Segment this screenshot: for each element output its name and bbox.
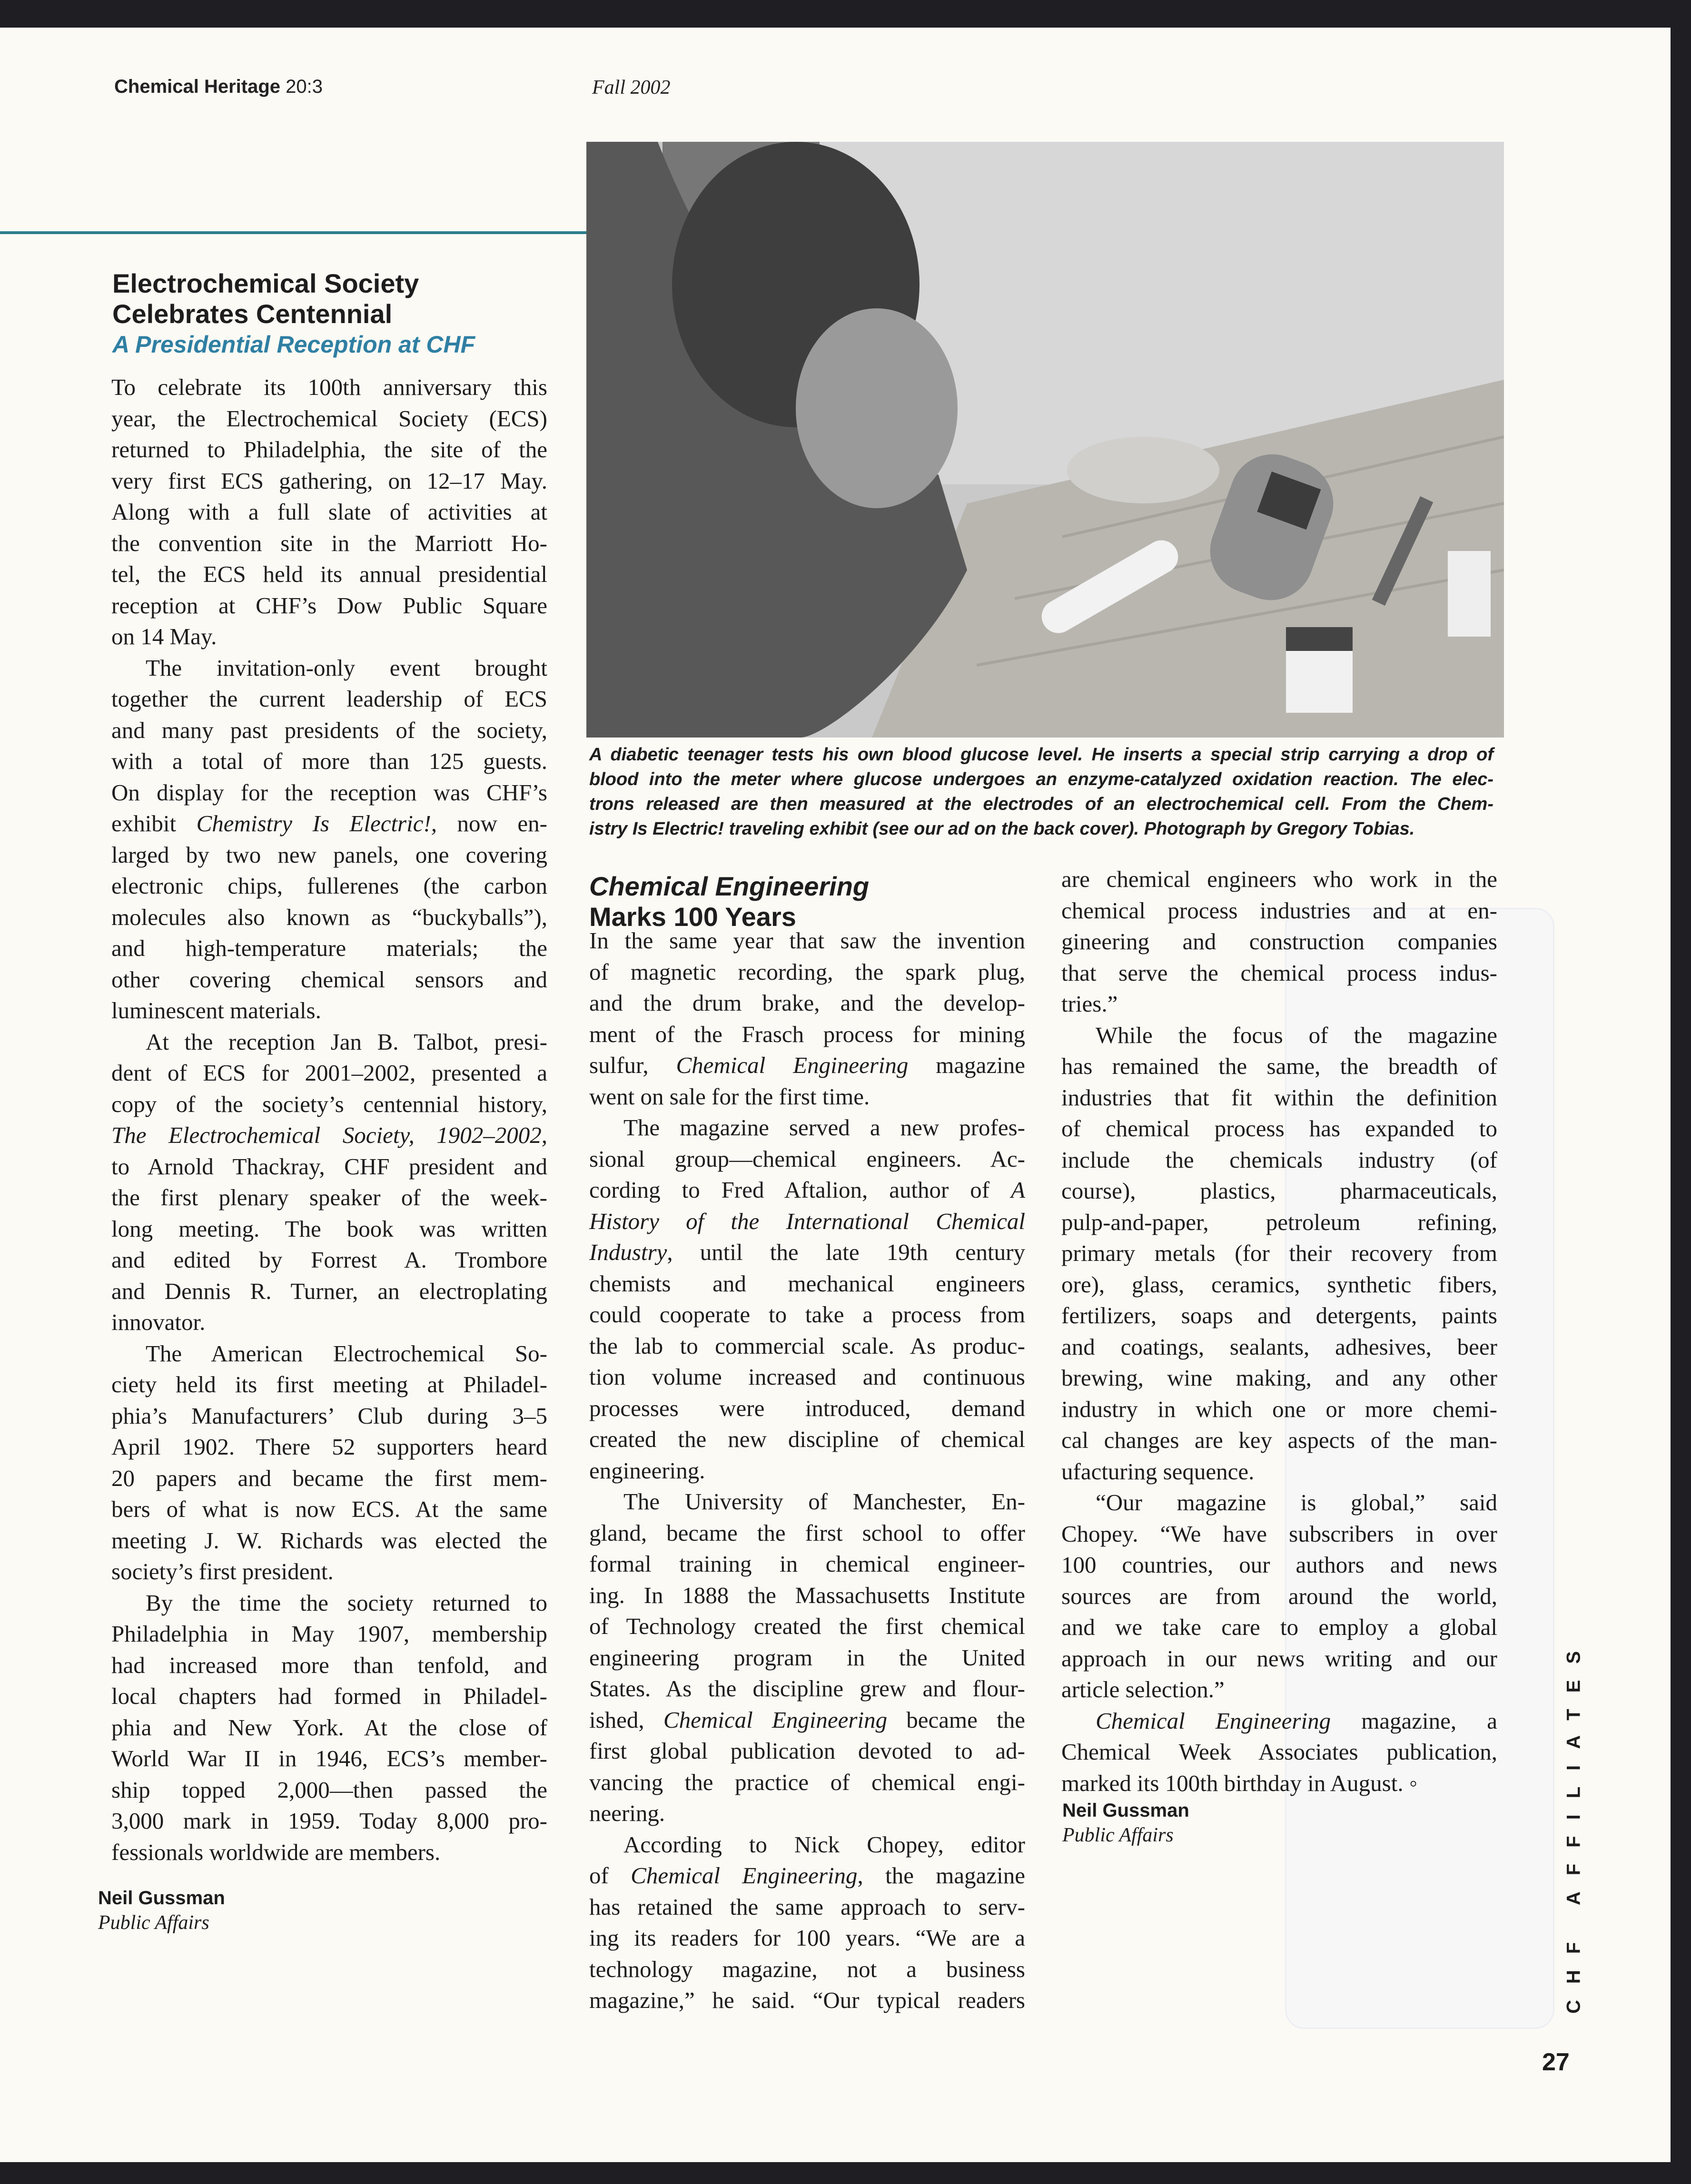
text-line bbox=[589, 1019, 1025, 1050]
text: and edited by Forrest A. Trombore bbox=[111, 1247, 547, 1273]
text-line bbox=[1061, 1113, 1497, 1144]
text-line bbox=[111, 964, 547, 995]
text-line bbox=[589, 1954, 1025, 1985]
text-line bbox=[589, 1268, 1025, 1299]
text-line bbox=[111, 1213, 547, 1245]
running-head-magazine bbox=[114, 76, 323, 98]
italic-text: The Electrochemical Society, 1902–2002, bbox=[111, 1122, 547, 1148]
text: phia and New York. At the close of bbox=[111, 1714, 547, 1741]
text-line bbox=[589, 956, 1025, 988]
italic-text: Chemical Engineering bbox=[631, 1862, 858, 1889]
italic-text: Chemical Engineering bbox=[676, 1052, 909, 1078]
text: ing its readers for 100 years. “We are a bbox=[589, 1925, 1025, 1951]
text: and high-temperature materials; the bbox=[111, 935, 547, 961]
caption-line: istry Is Electric! traveling exhibit (see our ad on the back cover). Photograph by Gregory Tobias. bbox=[589, 819, 1415, 839]
text-line bbox=[589, 1580, 1025, 1611]
text: ment of the Frasch process for mining bbox=[589, 1021, 1025, 1047]
text-line bbox=[1061, 1144, 1497, 1176]
text-line bbox=[111, 1151, 547, 1182]
text-line bbox=[111, 683, 547, 715]
text: electronic chips, fullerenes (the carbon bbox=[111, 873, 547, 899]
text: of magnetic recording, the spark plug, bbox=[589, 958, 1025, 985]
text: 100 countries, our authors and news bbox=[1061, 1552, 1497, 1578]
text: gland, became the first school to offer bbox=[589, 1519, 1025, 1546]
text: industries that fit within the definition bbox=[1061, 1084, 1497, 1111]
text: fessionals worldwide are members. bbox=[111, 1839, 441, 1865]
article2-credit bbox=[1062, 1798, 1189, 1848]
text-line bbox=[1061, 1518, 1497, 1550]
text-line bbox=[589, 1798, 1025, 1829]
text-line bbox=[589, 1174, 1025, 1206]
text: and many past presidents of the society, bbox=[111, 717, 547, 743]
text: the lab to commercial scale. As produc- bbox=[589, 1332, 1025, 1359]
text: technology magazine, not a business bbox=[589, 1956, 1025, 1982]
running-head-date: Fall 2002 bbox=[592, 77, 671, 98]
text: magazine,” he said. “Our typical readers bbox=[589, 1987, 1025, 2013]
article1-subtitle: A Presidential Reception at CHF bbox=[112, 331, 475, 358]
author-department: Public Affairs bbox=[1062, 1824, 1174, 1846]
photo-glucose-test bbox=[586, 142, 1504, 738]
text: processes were introduced, demand bbox=[589, 1395, 1025, 1421]
text-line bbox=[111, 528, 547, 559]
text: approach in our news writing and our bbox=[1061, 1645, 1497, 1672]
text: The magazine served a new profes- bbox=[623, 1114, 1025, 1141]
text-line bbox=[111, 1182, 547, 1213]
text: the convention site in the Marriott Ho- bbox=[111, 530, 547, 556]
text: sional group—chemical engineers. Ac- bbox=[589, 1145, 1025, 1172]
text-line bbox=[1061, 1456, 1497, 1487]
author-name: Neil Gussman bbox=[1062, 1800, 1189, 1821]
text: primary metals (for their recovery from bbox=[1061, 1240, 1497, 1266]
text: include the chemicals industry (of bbox=[1061, 1146, 1497, 1173]
text-line bbox=[1061, 1549, 1497, 1581]
text: and Dennis R. Turner, an electroplating bbox=[111, 1278, 547, 1304]
article2-body-col2 bbox=[1061, 864, 1497, 1799]
text-line bbox=[111, 902, 547, 933]
text-line bbox=[1061, 1394, 1497, 1425]
text: fertilizers, soaps and detergents, paints bbox=[1061, 1302, 1497, 1328]
text: dent of ECS for 2001–2002, presented a bbox=[111, 1060, 547, 1086]
text-line bbox=[589, 1517, 1025, 1549]
text-line bbox=[111, 1431, 547, 1463]
text: molecules also known as “buckyballs”), bbox=[111, 904, 547, 930]
text: that serve the chemical process indus- bbox=[1061, 959, 1497, 986]
text: of chemical process has expanded to bbox=[1061, 1115, 1497, 1141]
text-line bbox=[589, 1081, 1025, 1112]
text-line bbox=[589, 1393, 1025, 1424]
text-line bbox=[111, 621, 547, 652]
text-line bbox=[1061, 1020, 1497, 1051]
text: In the same year that saw the invention bbox=[589, 927, 1025, 954]
text-line bbox=[111, 559, 547, 590]
text: sulfur, bbox=[589, 1052, 676, 1078]
text: created the new discipline of chemical bbox=[589, 1426, 1025, 1452]
text: are chemical engineers who work in the bbox=[1061, 866, 1497, 892]
text: has remained the same, the breadth of bbox=[1061, 1053, 1497, 1079]
text: to Arnold Thackray, CHF president and bbox=[111, 1153, 547, 1180]
text-line bbox=[111, 1587, 547, 1619]
text: Chopey. “We have subscribers in over bbox=[1061, 1520, 1497, 1547]
text: To celebrate its 100th anniversary this bbox=[111, 374, 547, 400]
text-line bbox=[111, 1120, 547, 1151]
text: chemists and mechanical engineers bbox=[589, 1270, 1025, 1297]
text: Philadelphia in May 1907, membership bbox=[111, 1621, 547, 1647]
caption-line: blood into the meter where glucose undergoes an enzyme-catalyzed oxidation reaction. The elec- bbox=[589, 769, 1493, 789]
text: luminescent materials. bbox=[111, 997, 321, 1023]
text: 20 papers and became the first mem- bbox=[111, 1465, 547, 1491]
text-line bbox=[589, 1642, 1025, 1673]
text: neering. bbox=[589, 1800, 665, 1826]
text-line bbox=[589, 1206, 1025, 1237]
text: innovator. bbox=[111, 1309, 206, 1335]
text: with a total of more than 125 guests. bbox=[111, 748, 547, 774]
text-line bbox=[111, 1369, 547, 1400]
text-line bbox=[111, 496, 547, 528]
text: went on sale for the first time. bbox=[589, 1083, 870, 1110]
text-line bbox=[111, 1743, 547, 1774]
text: local chapters had formed in Philadel- bbox=[111, 1683, 547, 1709]
text-line bbox=[1061, 1581, 1497, 1612]
text-line bbox=[589, 1424, 1025, 1455]
text-line bbox=[589, 1548, 1025, 1580]
text-line bbox=[1061, 957, 1497, 989]
text-line bbox=[111, 372, 547, 403]
text-line bbox=[111, 1026, 547, 1058]
text-line bbox=[1061, 1425, 1497, 1456]
text: marked its 100th birthday in August. ◦ bbox=[1061, 1770, 1418, 1796]
text: ufacturing sequence. bbox=[1061, 1458, 1255, 1485]
text-line bbox=[589, 1704, 1025, 1736]
text-line bbox=[589, 1330, 1025, 1362]
text: ship topped 2,000—then passed the bbox=[111, 1776, 547, 1803]
text-line bbox=[111, 434, 547, 465]
text: course), plastics, pharmaceuticals, bbox=[1061, 1178, 1497, 1204]
text: copy of the society’s centennial history, bbox=[111, 1091, 547, 1117]
text-line bbox=[1061, 1082, 1497, 1113]
text-line bbox=[1061, 1705, 1497, 1737]
text: , the magazine bbox=[857, 1862, 1025, 1889]
text-line bbox=[111, 1556, 547, 1587]
text: By the time the society returned to bbox=[146, 1589, 547, 1616]
text-line bbox=[111, 403, 547, 434]
text-line bbox=[589, 987, 1025, 1019]
text-line bbox=[589, 1299, 1025, 1330]
text: ore), glass, ceramics, synthetic fibers, bbox=[1061, 1271, 1497, 1298]
text-line bbox=[589, 1611, 1025, 1642]
text: long meeting. The book was written bbox=[111, 1215, 547, 1242]
text-line bbox=[111, 1338, 547, 1369]
text-line bbox=[589, 1486, 1025, 1517]
article2-title-line: Marks 100 Years bbox=[589, 902, 796, 932]
article1-title-line: Celebrates Centennial bbox=[112, 299, 393, 329]
text: ished, bbox=[589, 1706, 663, 1733]
section-label-vertical: CHF AFFILIATES bbox=[1563, 1635, 1584, 2014]
text-line bbox=[111, 1805, 547, 1837]
text: The invitation-only event brought bbox=[146, 654, 547, 681]
text: ciety held its first meeting at Philadel- bbox=[111, 1371, 547, 1397]
text-line bbox=[111, 746, 547, 777]
text-line bbox=[589, 1891, 1025, 1923]
text-line bbox=[1061, 1207, 1497, 1238]
article1-credit bbox=[98, 1886, 225, 1935]
text-line bbox=[1061, 895, 1497, 926]
text-line bbox=[111, 1681, 547, 1712]
text: States. As the discipline grew and flour- bbox=[589, 1675, 1025, 1702]
text: The University of Manchester, En- bbox=[623, 1488, 1025, 1515]
text: magazine, a bbox=[1331, 1707, 1497, 1734]
text-line bbox=[589, 1922, 1025, 1954]
magazine-name: Chemical Heritage bbox=[114, 76, 281, 97]
text: the first plenary speaker of the week- bbox=[111, 1184, 547, 1210]
text: and coatings, sealants, adhesives, beer bbox=[1061, 1333, 1497, 1360]
text: magazine bbox=[908, 1052, 1025, 1078]
text-line bbox=[1061, 1331, 1497, 1363]
text: vancing the practice of chemical engi- bbox=[589, 1769, 1025, 1795]
text-line bbox=[111, 1244, 547, 1276]
text: together the current leadership of ECS bbox=[111, 686, 547, 712]
text: could cooperate to take a process from bbox=[589, 1301, 1025, 1328]
text: tel, the ECS held its annual presidential bbox=[111, 561, 547, 587]
text: “Our magazine is global,” said bbox=[1096, 1489, 1497, 1515]
article2-header bbox=[589, 871, 869, 932]
article1-header bbox=[112, 268, 475, 360]
text: cording to Fred Aftalion, author of bbox=[589, 1177, 1011, 1203]
text: , until the late 19th century bbox=[667, 1239, 1025, 1265]
caption-line: trons released are then measured at the electrodes of an electrochemical cell. From the Chem- bbox=[589, 794, 1493, 814]
text-line bbox=[111, 1057, 547, 1089]
text: Chemical Week Associates publication, bbox=[1061, 1739, 1497, 1765]
author-name: Neil Gussman bbox=[98, 1888, 225, 1909]
text: cal changes are key aspects of the man- bbox=[1061, 1427, 1497, 1453]
caption-line: A diabetic teenager tests his own blood glucose level. He inserts a special strip carrying a drop of bbox=[589, 745, 1493, 765]
text-line bbox=[111, 1400, 547, 1432]
text-line bbox=[1061, 1487, 1497, 1518]
text-line bbox=[1061, 1612, 1497, 1643]
italic-text: Chemical Engineering bbox=[1096, 1707, 1331, 1734]
text-line bbox=[1061, 1300, 1497, 1331]
text: On display for the reception was CHF’s bbox=[111, 779, 547, 806]
text-line bbox=[589, 1361, 1025, 1393]
text-line bbox=[1061, 1238, 1497, 1269]
article2-title-line: Chemical Engineering bbox=[589, 871, 870, 901]
text: gineering and construction companies bbox=[1061, 928, 1497, 954]
text-line bbox=[111, 590, 547, 621]
text-line bbox=[111, 777, 547, 808]
text: chemical process industries and at en- bbox=[1061, 897, 1497, 924]
text: larged by two new panels, one covering bbox=[111, 841, 547, 868]
text: other covering chemical sensors and bbox=[111, 966, 547, 993]
text: first global publication devoted to ad- bbox=[589, 1738, 1025, 1764]
text-line bbox=[111, 1712, 547, 1743]
text-line bbox=[111, 933, 547, 964]
text-line bbox=[111, 1650, 547, 1681]
italic-text: Chemical Engineering bbox=[663, 1706, 888, 1733]
text: became the bbox=[887, 1706, 1025, 1733]
text: of bbox=[589, 1862, 631, 1889]
text: year, the Electrochemical Society (ECS) bbox=[111, 405, 547, 432]
text-line bbox=[1061, 1175, 1497, 1207]
text: engineering program in the United bbox=[589, 1644, 1025, 1671]
text: had increased more than tenfold, and bbox=[111, 1652, 547, 1678]
text: tion volume increased and continuous bbox=[589, 1364, 1025, 1390]
text: reception at CHF’s Dow Public Square bbox=[111, 592, 547, 619]
text: and the drum brake, and the develop- bbox=[589, 990, 1025, 1016]
text-line bbox=[589, 925, 1025, 956]
text: of Technology created the first chemical bbox=[589, 1613, 1025, 1639]
text-line bbox=[1061, 1643, 1497, 1674]
text-line bbox=[1061, 1736, 1497, 1768]
text-line bbox=[111, 1089, 547, 1120]
text: article selection.” bbox=[1061, 1676, 1225, 1702]
text: on 14 May. bbox=[111, 623, 217, 649]
text-line bbox=[111, 465, 547, 497]
text-line bbox=[111, 1463, 547, 1494]
text-line bbox=[111, 808, 547, 839]
issue-number: 20:3 bbox=[286, 76, 323, 97]
text-line bbox=[111, 1618, 547, 1650]
text: tries.” bbox=[1061, 991, 1118, 1017]
text-line bbox=[589, 1735, 1025, 1767]
photo-caption bbox=[589, 742, 1493, 841]
text: brewing, wine making, and any other bbox=[1061, 1365, 1497, 1391]
text: engineering. bbox=[589, 1457, 705, 1484]
text: At the reception Jan B. Talbot, presi- bbox=[146, 1028, 547, 1055]
text: While the focus of the magazine bbox=[1096, 1022, 1497, 1048]
text-line bbox=[1061, 1269, 1497, 1300]
text: 3,000 mark in 1959. Today 8,000 pro- bbox=[111, 1808, 547, 1834]
section-rule bbox=[0, 231, 587, 234]
text-line bbox=[589, 1455, 1025, 1486]
text-line bbox=[1061, 988, 1497, 1020]
text: exhibit bbox=[111, 810, 197, 836]
article2-body-col1 bbox=[589, 925, 1025, 2016]
text: sources are from around the world, bbox=[1061, 1583, 1497, 1609]
text-line bbox=[589, 1112, 1025, 1143]
text-line bbox=[111, 1525, 547, 1556]
text: pulp-and-paper, petroleum refining, bbox=[1061, 1209, 1497, 1235]
text: April 1902. There 52 supporters heard bbox=[111, 1434, 547, 1460]
text-line bbox=[589, 1237, 1025, 1268]
page-number: 27 bbox=[1542, 2048, 1570, 2076]
article1-body bbox=[111, 372, 547, 1868]
italic-text: History of the International Chemical bbox=[589, 1208, 1025, 1234]
text: meeting J. W. Richards was elected the bbox=[111, 1527, 547, 1554]
text-line bbox=[111, 1774, 547, 1806]
article1-title-line: Electrochemical Society bbox=[112, 268, 419, 298]
text-line bbox=[589, 1767, 1025, 1798]
italic-text: Industry bbox=[589, 1239, 667, 1265]
text: industry in which one or more chemi- bbox=[1061, 1396, 1497, 1422]
text-line bbox=[111, 839, 547, 871]
text-line bbox=[1061, 1362, 1497, 1394]
text: society’s first president. bbox=[111, 1558, 334, 1584]
text: The American Electrochemical So- bbox=[146, 1340, 547, 1367]
text: phia’s Manufacturers’ Club during 3–5 bbox=[111, 1402, 547, 1429]
text: now en- bbox=[437, 810, 548, 836]
text: very first ECS gathering, on 12–17 May. bbox=[111, 467, 547, 494]
text-line bbox=[589, 1860, 1025, 1891]
text-line bbox=[589, 1143, 1025, 1175]
italic-text: A bbox=[1011, 1177, 1025, 1203]
text: ing. In 1888 the Massachusetts Institute bbox=[589, 1582, 1025, 1608]
text-line bbox=[111, 1276, 547, 1307]
text-line bbox=[111, 1307, 547, 1338]
text-line bbox=[111, 715, 547, 746]
text-line bbox=[589, 1985, 1025, 2016]
text: World War II in 1946, ECS’s member- bbox=[111, 1745, 547, 1771]
text-line bbox=[589, 1829, 1025, 1860]
text-line bbox=[1061, 864, 1497, 895]
text-line bbox=[111, 870, 547, 902]
text-line bbox=[589, 1673, 1025, 1704]
text-line bbox=[1061, 1768, 1497, 1799]
text-line bbox=[1061, 1051, 1497, 1082]
text: has retained the same approach to serv- bbox=[589, 1893, 1025, 1920]
text-line bbox=[1061, 926, 1497, 957]
text: bers of what is now ECS. At the same bbox=[111, 1496, 547, 1522]
italic-text: Chemistry Is Electric!, bbox=[196, 810, 437, 836]
text: formal training in chemical engineer- bbox=[589, 1551, 1025, 1577]
magazine-page bbox=[0, 28, 1671, 2162]
text: and we take care to employ a global bbox=[1061, 1614, 1497, 1640]
author-department: Public Affairs bbox=[98, 1912, 209, 1934]
text-line bbox=[1061, 1674, 1497, 1705]
text-line bbox=[111, 1837, 547, 1868]
text: returned to Philadelphia, the site of the bbox=[111, 436, 547, 462]
text-line bbox=[589, 1050, 1025, 1081]
text-line bbox=[111, 652, 547, 684]
text-line bbox=[111, 1494, 547, 1525]
text: Along with a full slate of activities at bbox=[111, 499, 547, 525]
text: According to Nick Chopey, editor bbox=[623, 1831, 1025, 1858]
text-line bbox=[111, 995, 547, 1026]
